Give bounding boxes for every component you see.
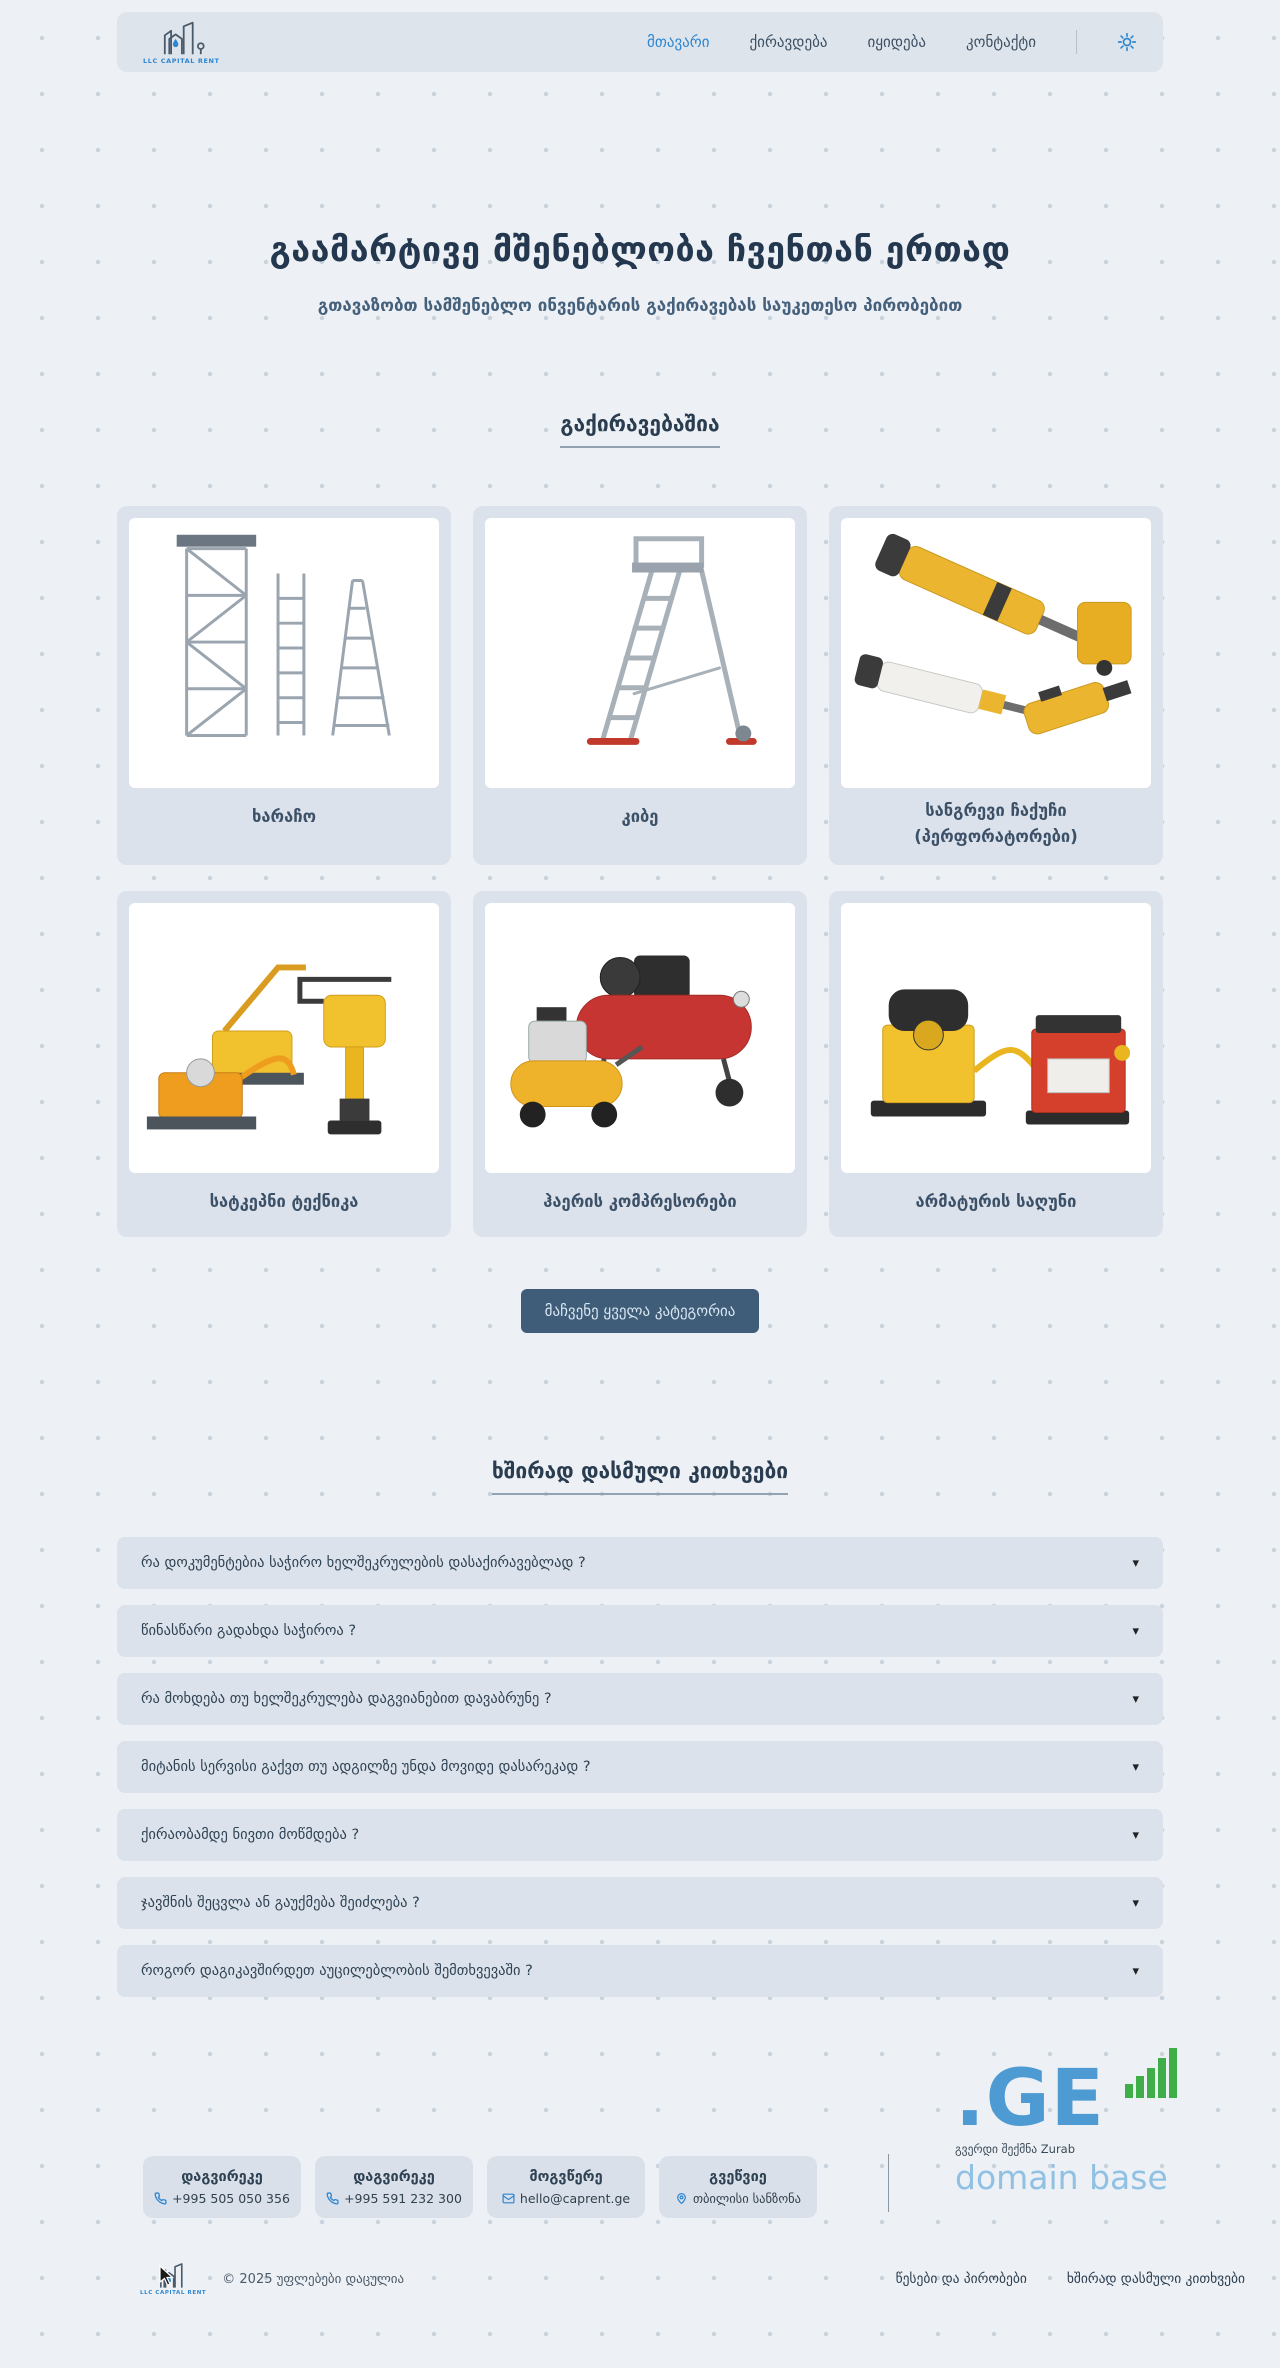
card-image: [485, 518, 795, 788]
chevron-down-icon: ▾: [1132, 1555, 1139, 1571]
chevron-down-icon: ▾: [1132, 1759, 1139, 1775]
footer-divider: [888, 2154, 889, 2212]
faq-question: რა მოხდება თუ ხელშეკრულება დაგვიანებით დავაბრუნე ?: [141, 1691, 552, 1708]
faq-question: რა დოკუმენტებია საჭირო ხელშეკრულების დასაქირავებლად ?: [141, 1555, 586, 1572]
contact-card-phone-1[interactable]: [143, 2156, 301, 2218]
rentals-heading-wrap: [0, 412, 1280, 448]
mouse-cursor: [158, 2265, 178, 2287]
category-card-compressors[interactable]: [473, 891, 807, 1237]
chevron-down-icon: ▾: [1132, 1827, 1139, 1843]
chevron-down-icon: ▾: [1132, 1691, 1139, 1707]
faq-heading: ხშირად დასმული კითხვები: [492, 1459, 788, 1495]
nav-item-home[interactable]: მთავარი: [647, 33, 710, 51]
chevron-down-icon: ▾: [1132, 1623, 1139, 1639]
faq-item-contact-urgent[interactable]: [117, 1945, 1163, 1997]
contact-value-text: hello@caprent.ge: [519, 2190, 631, 2206]
faq-question: წინასწარი გადახდა საჭიროა ?: [141, 1623, 357, 1640]
demolition-hammers-illustration: [841, 518, 1151, 788]
category-card-rebar-bender[interactable]: [829, 891, 1163, 1237]
sun-icon: [1117, 32, 1137, 52]
contact-card-phone-2[interactable]: [315, 2156, 473, 2218]
contact-title: მოგვწერე: [529, 2168, 603, 2185]
card-title: არმატურის საღუნი: [915, 1192, 1077, 1212]
rebar-bender-illustration: [841, 903, 1151, 1173]
faq-question: ქირაობამდე ნივთი მოწმდება ?: [141, 1827, 360, 1844]
faq-item-documents[interactable]: [117, 1537, 1163, 1589]
footer-link-faq[interactable]: ხშირად დასმული კითხვები: [1066, 2271, 1245, 2288]
faq-item-late-return[interactable]: [117, 1673, 1163, 1725]
faq-item-delivery[interactable]: [117, 1741, 1163, 1793]
faq-question: ჯავშნის შეცვლა ან გაუქმება შეიძლება ?: [141, 1895, 420, 1912]
category-card-demolition-hammer[interactable]: [829, 506, 1163, 865]
main-nav: [647, 30, 1137, 54]
category-card-ladder[interactable]: [473, 506, 807, 865]
mail-icon: [502, 2192, 515, 2205]
footer-links: [896, 2271, 1245, 2287]
faq-item-inspection[interactable]: [117, 1809, 1163, 1861]
page-subtitle: გთავაზობთ სამშენებლო ინვენტარის გაქირავებას საუკეთესო პირობებით: [317, 296, 963, 316]
contact-title: დაგვირეკე: [353, 2168, 435, 2185]
faq-question: მიტანის სერვისი გაქვთ თუ ადგილზე უნდა მოვიდე დასარეკად ?: [141, 1759, 591, 1776]
faq-heading-wrap: [0, 1459, 1280, 1495]
chevron-down-icon: ▾: [1132, 1895, 1139, 1911]
phone-icon: [326, 2192, 339, 2205]
header: [117, 12, 1163, 72]
category-card-compaction[interactable]: [117, 891, 451, 1237]
green-bars-icon: [1123, 2044, 1179, 2098]
nav-item-for-sale[interactable]: იყიდება: [867, 33, 927, 51]
contact-title: დაგვირეკე: [181, 2168, 263, 2185]
nav-item-for-rent[interactable]: ქირავდება: [749, 33, 828, 51]
card-title: სატკეპნი ტექნიკა: [209, 1192, 359, 1212]
scaffolding-illustration: [129, 518, 439, 788]
category-grid: [117, 506, 1163, 1237]
footer-link-terms[interactable]: წესები და პირობები: [895, 2271, 1027, 2288]
faq-question: როგორ დაგიკავშირდეთ აუცილებლობის შემთხვევაში ?: [141, 1963, 533, 1980]
contact-card-email[interactable]: [487, 2156, 645, 2218]
faq-list: [117, 1537, 1163, 1997]
contact-title: გვეწვიე: [709, 2168, 767, 2185]
ge-logo-text: .GE: [955, 2054, 1105, 2145]
faq-item-prepayment[interactable]: [117, 1605, 1163, 1657]
map-pin-icon: [675, 2192, 688, 2205]
card-title: ჰაერის კომპრესორები: [543, 1192, 737, 1212]
contact-cards: [143, 2156, 817, 2218]
contact-value-text: თბილისი სანზონა: [692, 2190, 802, 2206]
card-title: სანგრევი ჩაქუჩი (პერფორატორები): [914, 801, 1078, 846]
ge-logo-subtext: domain base: [955, 2158, 1168, 2198]
plate-compactors-illustration: [129, 903, 439, 1173]
card-image: [841, 518, 1151, 788]
brand-name: LLC CAPITAL RENT: [143, 56, 220, 65]
buildings-icon: [152, 20, 210, 56]
air-compressors-illustration: [485, 903, 795, 1173]
show-all-categories-button[interactable]: მაჩვენე ყველა კატეგორია: [521, 1289, 760, 1333]
chevron-down-icon: ▾: [1132, 1963, 1139, 1979]
show-all-wrap: [0, 1289, 1280, 1333]
card-title: კიბე: [621, 807, 659, 827]
footer: [0, 2054, 1280, 2340]
hero-section: [0, 72, 1280, 316]
footer-bottom: [0, 2262, 1280, 2297]
category-card-scaffolding[interactable]: [117, 506, 451, 865]
domain-ge-logo[interactable]: [955, 2044, 1185, 2197]
card-image: [129, 903, 439, 1173]
card-title: ხარაჩო: [251, 807, 317, 827]
brand-name: LLC CAPITAL RENT: [140, 2290, 207, 2297]
card-image: [129, 518, 439, 788]
copyright-text: © 2025 უფლებები დაცულია: [222, 2271, 405, 2287]
site-credit: გვერდი შექმნა Zurab: [955, 2142, 1076, 2157]
page-title: გაამარტივე მშენებლობა ჩვენთან ერთად: [269, 230, 1011, 270]
faq-item-booking-change[interactable]: [117, 1877, 1163, 1929]
theme-toggle-button[interactable]: [1117, 32, 1137, 52]
page: [0, 12, 1280, 2368]
brand-logo[interactable]: [143, 20, 220, 65]
contact-card-address[interactable]: [659, 2156, 817, 2218]
contact-value-text: +995 591 232 300: [344, 2190, 462, 2206]
card-image: [841, 903, 1151, 1173]
nav-item-contact[interactable]: კონტაქტი: [966, 33, 1036, 51]
rentals-heading: გაქირავებაშია: [560, 412, 719, 448]
card-image: [485, 903, 795, 1173]
contact-value-text: +995 505 050 356: [172, 2190, 290, 2206]
nav-divider: [1076, 30, 1077, 54]
phone-icon: [154, 2192, 167, 2205]
platform-ladder-illustration: [485, 518, 795, 788]
